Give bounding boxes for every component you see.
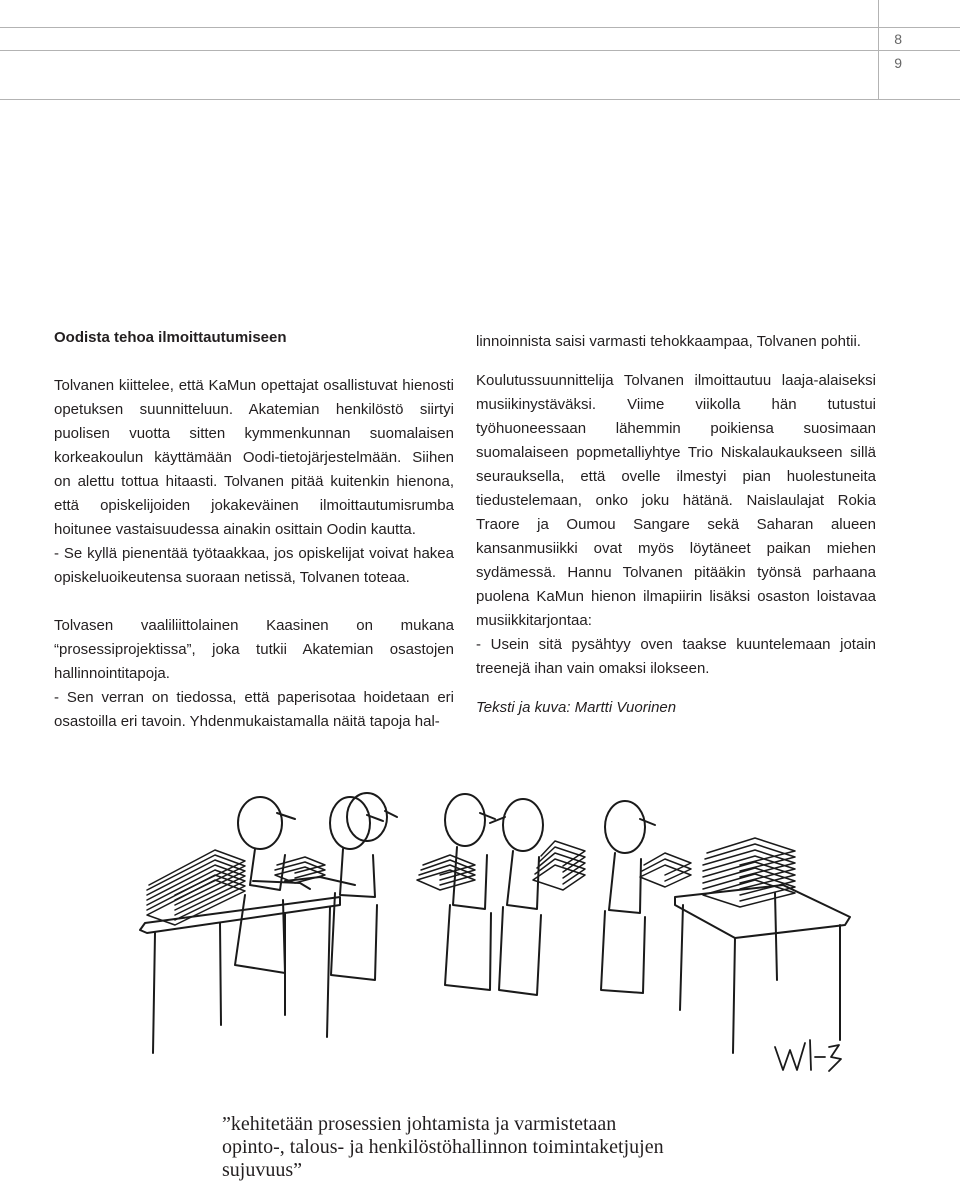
header-vertical-rule [878, 0, 879, 100]
paragraph: - Sen verran on tiedossa, että paperisotaa hoidetaan eri osastoilla eri tavoin. Yhdenmukaistamalla näitä tapoja hal- [54, 689, 454, 730]
article-byline: Teksti ja kuva: Martti Vuorinen [476, 699, 677, 716]
left-table [140, 897, 340, 1053]
header-rule-middle [0, 50, 960, 51]
paragraph: Koulutussuunnittelija Tolvanen ilmoittautuu laaja-alaiseksi musiikinystäväksi. Viime viikolla hän tutustui työhuoneessaan lähemmin poikiensa suosimaan suomalaiseen popmetalliyhtye Trio Niskalaukaukseen sillä seurauksella, että ovelle ilmestyi pian huolestuneita tiedustelemaan, onko joku hätänä. Naislaulajat Rokia Traore ja Oumou Sangare sekä Saharan alueen kansanmusiikki ovat myös löytäneet paikan miehen sydämessä. Hannu Tolvanen pitääkin työnsä parhaana puolena KaMun hienon ilmapiirin lisäksi osaston loistavaa musiikkitarjontaa: [476, 372, 876, 629]
pull-quote-line: opinto-, talous- ja henkilöstöhallinnon toimintaketjujen [222, 1136, 664, 1158]
paragraph: linnoinnista saisi varmasti tehokkaampaa, Tolvanen pohtii. [476, 333, 861, 350]
pull-quote [222, 1113, 742, 1182]
paper-handoff-4 [640, 853, 691, 887]
article-right-column [476, 330, 876, 720]
person-5 [490, 799, 543, 995]
paper-handoff-3 [533, 841, 585, 890]
article-left-column [54, 326, 454, 734]
right-table [675, 885, 850, 1053]
person-2 [285, 797, 383, 980]
person-1 [235, 797, 310, 973]
pull-quote-line: ”kehitetään prosessien johtamista ja varmistetaan [222, 1113, 617, 1135]
person-4 [445, 794, 495, 990]
paragraph: Tolvanen kiittelee, että KaMun opettajat osallistuvat hienosti opetuksen suunnitteluun. Akatemian henkilöstö siirtyi puolisen vuotta sitten kymmenkunnan suomalaisen korkeakoulun käyttämään Oodi-tietojärjestelmään. Siihen on alettu tottua hitaasti. Tolvanen pitää kuitenkin hienona, että opiskelijoiden jokakeväinen ilmoittautumisrumba hoitunee vastaisuudessa ainakin osittain Oodin kautta. [54, 377, 454, 538]
paragraph: - Se kyllä pienentää työtaakkaa, jos opiskelijat voivat hakea opiskeluoikeutensa suoraan netissä, Tolvanen toteaa. [54, 545, 454, 586]
header-rule-top [0, 27, 960, 28]
paper-handoff-2 [417, 855, 475, 890]
paper-stack-left [147, 850, 245, 925]
paragraph: - Usein sitä pysähtyy oven taakse kuuntelemaan jotain treenejä ihan vain omaksi ilokseen. [476, 636, 876, 677]
person-6 [601, 801, 655, 993]
illustration-drawing [135, 785, 855, 1085]
article-heading: Oodista tehoa ilmoittautumiseen [54, 329, 287, 346]
artist-signature [775, 1040, 841, 1071]
page-number-right: 9 [894, 55, 902, 71]
paragraph: Tolvasen vaaliliittolainen Kaasinen on mukana “prosessiprojektissa”, joka tutkii Akatemian osastojen hallinnointitapoja. [54, 617, 454, 682]
pull-quote-line: sujuvuus” [222, 1159, 302, 1181]
page-number-left: 8 [894, 31, 902, 47]
paper-stack-right [703, 838, 795, 907]
header-rule-bottom [0, 99, 960, 100]
